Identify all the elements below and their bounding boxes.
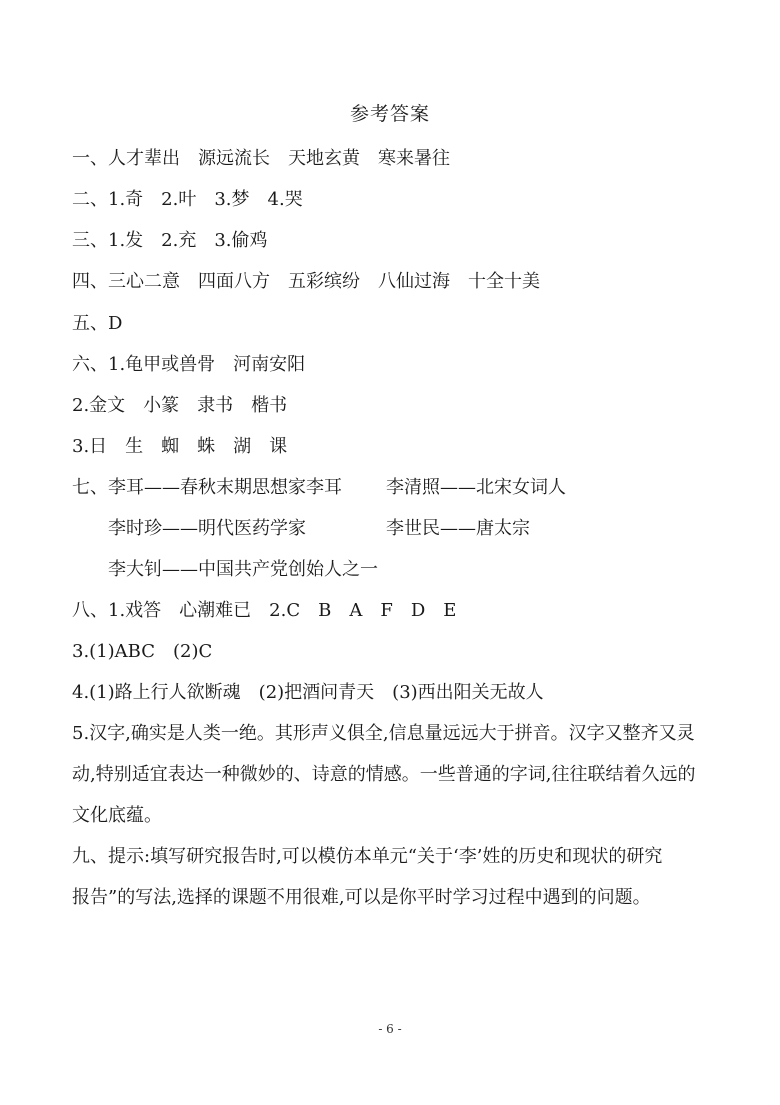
q8-line-3: 4.(1)路上行人欲断魂 (2)把酒问青天 (3)西出阳关无故人 [72, 682, 544, 703]
q8-line-2: 3.(1)ABC (2)C [72, 641, 213, 662]
answer-line-3: 三、1.发 2.充 3.偷鸡 [72, 230, 268, 251]
page-title: 参考答案 [349, 103, 430, 125]
answer-line-6-2: 2.金文 小篆 隶书 楷书 [72, 395, 288, 416]
q9-line-2: 报告”的写法,选择的课题不用很难,可以是你平时学习过程中遇到的问题。 [72, 887, 651, 908]
q8-paragraph-line-1: 5.汉字,确实是人类一绝。其形声义俱全,信息量远远大于拼音。汉字又整齐又灵 [72, 723, 695, 744]
answer-line-6: 六、1.龟甲或兽骨 河南安阳 [72, 354, 306, 375]
answer-line-4: 四、三心二意 四面八方 五彩缤纷 八仙过海 十全十美 [72, 271, 540, 292]
q8-paragraph-line-3: 文化底蕴。 [72, 805, 162, 826]
q7-row2-left: 李时珍——明代医药学家 [108, 518, 306, 539]
q7-row2-right: 李世民——唐太宗 [386, 518, 530, 539]
answer-line-6-3: 3.日 生 蜘 蛛 湖 课 [72, 436, 288, 457]
answer-line-2: 二、1.奇 2.叶 3.梦 4.哭 [72, 189, 303, 210]
q8-line-1: 八、1.戏答 心潮难已 2.C B A F D E [72, 600, 457, 621]
q7-row3-left: 李大钊——中国共产党创始人之一 [108, 559, 378, 580]
q7-row1-right: 李清照——北宋女词人 [386, 477, 566, 498]
q8-paragraph-line-2: 动,特别适宜表达一种微妙的、诗意的情感。一些普通的字词,往往联结着久远的 [72, 764, 696, 785]
page-number: - 6 - [378, 1022, 402, 1036]
q7-row1-left: 七、李耳——春秋末期思想家李耳 [72, 477, 342, 498]
answer-line-5: 五、D [72, 313, 123, 334]
q9-line-1: 九、提示:填写研究报告时,可以模仿本单元“关于‘李’姓的历史和现状的研究 [72, 846, 663, 867]
answer-line-1: 一、人才辈出 源远流长 天地玄黄 寒来暑往 [72, 148, 450, 169]
